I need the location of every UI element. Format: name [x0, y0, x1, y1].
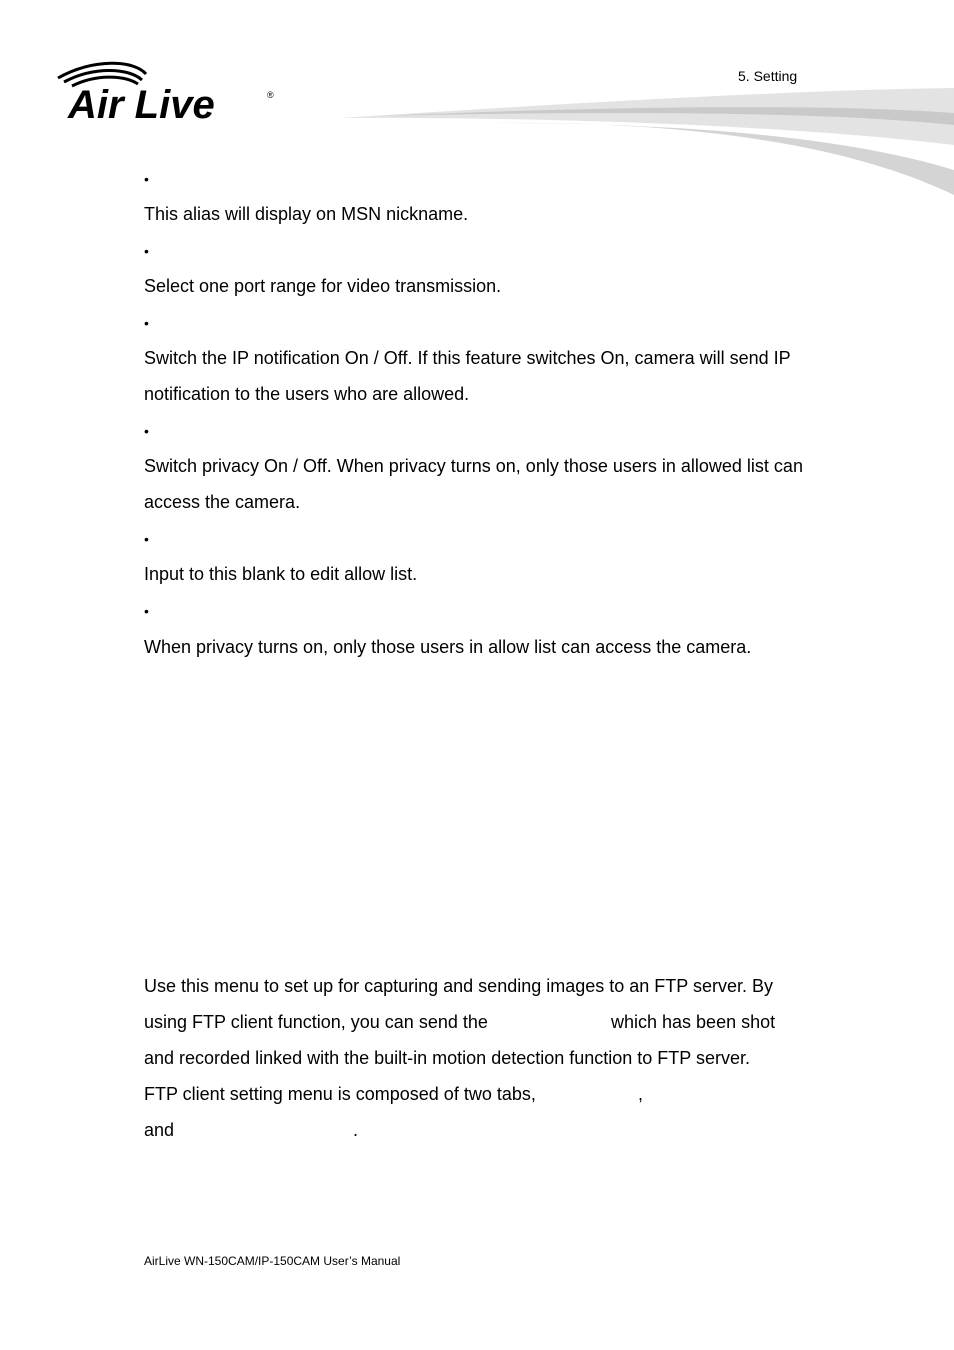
bullet-marker: •	[144, 243, 149, 259]
bullet-text-msn-alias: This alias will display on MSN nickname.	[144, 204, 469, 224]
ftp-intro-line-5	[144, 1112, 814, 1148]
ftp-intro-line-2b: which has been shot	[611, 1012, 776, 1032]
bullet-text-allow-list-input: Input to this blank to edit allow list.	[144, 564, 418, 584]
ftp-intro-line-5a: and	[144, 1120, 175, 1140]
ftp-intro-line-4b: ,	[638, 1084, 644, 1104]
header-swoosh	[340, 85, 954, 200]
bullet-text-allow-list: When privacy turns on, only those users in allow list can access the camera.	[144, 637, 752, 657]
bullet-text-ip-notification: Switch the IP notification On / Off. If this feature switches On, camera will send IP notification to the users who are allowed.	[144, 348, 791, 404]
registered-mark: ®	[267, 90, 274, 100]
ftp-intro-line-5b: .	[353, 1120, 359, 1140]
ftp-intro-line-4	[144, 1076, 814, 1112]
footer-manual-title: AirLive WN-150CAM/IP-150CAM User’s Manual	[144, 1254, 401, 1268]
section-label: 5. Setting	[738, 68, 798, 84]
bullet-marker: •	[144, 423, 149, 439]
bullet-text-privacy: Switch privacy On / Off. When privacy turns on, only those users in allowed list can access the camera.	[144, 456, 803, 512]
logo-text: Air Live	[68, 83, 215, 127]
ftp-intro-line-3: and recorded linked with the built-in motion detection function to FTP server.	[144, 1048, 750, 1068]
bullet-marker: •	[144, 603, 149, 619]
ftp-intro-line-2a: using FTP client function, you can send the	[144, 1012, 488, 1032]
airlive-logo	[54, 60, 284, 130]
bullet-marker: •	[144, 315, 149, 331]
bullet-marker: •	[144, 531, 149, 547]
bullet-marker: •	[144, 171, 149, 187]
ftp-intro-line-4a: FTP client setting menu is composed of two tabs,	[144, 1084, 536, 1104]
ftp-intro-line-2	[144, 1004, 814, 1040]
ftp-intro-line-1: Use this menu to set up for capturing and sending images to an FTP server. By	[144, 976, 773, 996]
bullet-text-port-range: Select one port range for video transmission.	[144, 276, 502, 296]
